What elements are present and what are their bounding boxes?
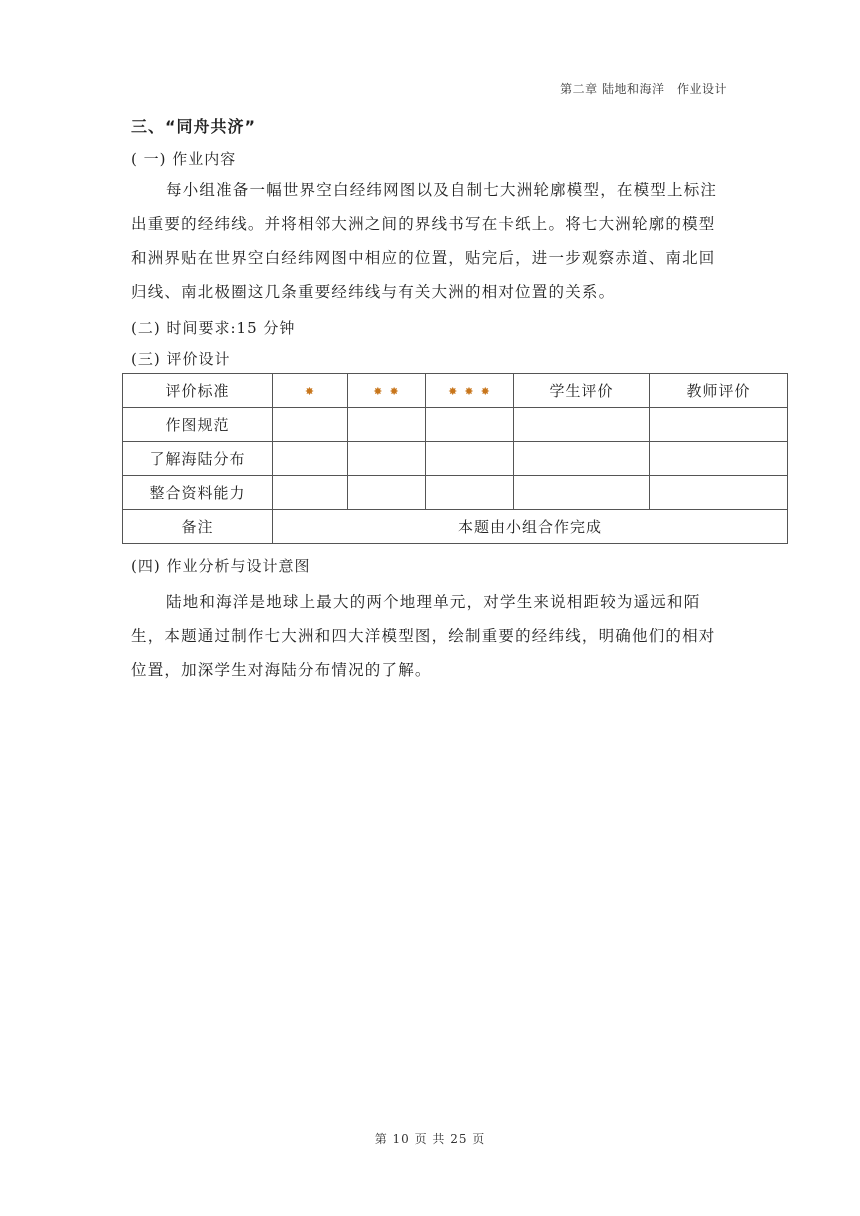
table-row xyxy=(123,408,788,442)
star-icon: ✸ xyxy=(480,385,491,398)
table-cell xyxy=(348,408,426,442)
subsection-analysis-heading: (四) 作业分析与设计意图 xyxy=(131,557,311,575)
row-criterion: 了解海陆分布 xyxy=(123,442,273,476)
table-cell xyxy=(273,476,348,510)
subsection-time-heading: (二) 时间要求:15 分钟 xyxy=(131,319,296,337)
header-criteria: 评价标准 xyxy=(123,374,273,408)
page-footer: 第 10 页 共 25 页 xyxy=(374,1132,486,1146)
page-header: 第二章 陆地和海洋 作业设计 xyxy=(560,82,727,96)
header-teacher-evaluation: 教师评价 xyxy=(650,374,788,408)
table-row xyxy=(123,476,788,510)
subsection-evaluation-heading: (三) 评价设计 xyxy=(131,350,231,368)
table-cell xyxy=(273,442,348,476)
table-cell xyxy=(426,442,514,476)
table-cell xyxy=(348,442,426,476)
note-text: 本题由小组合作完成 xyxy=(273,510,788,544)
content-paragraph: 每小组准备一幅世界空白经纬网图以及自制七大洲轮廓模型，在模型上标注出重要的经纬线。并将相邻大洲之间的界线书写在卡纸上。将七大洲轮廓的模型和洲界贴在世界空白经纬网图中相应的位置，贴完后，进一步观察赤道、南北回归线、南北极圈这几条重要经纬线与有关大洲的相对位置的关系。 xyxy=(131,181,718,301)
header-two-star xyxy=(348,374,426,408)
table-cell xyxy=(426,476,514,510)
section-title: 三、“同舟共济” xyxy=(131,117,257,136)
table-row xyxy=(123,442,788,476)
table-note-row xyxy=(123,510,788,544)
table-cell xyxy=(514,476,650,510)
star-icon: ✸ xyxy=(464,385,475,398)
table-cell xyxy=(514,442,650,476)
table-cell xyxy=(426,408,514,442)
row-criterion: 作图规范 xyxy=(123,408,273,442)
header-three-star xyxy=(426,374,514,408)
table-cell xyxy=(650,476,788,510)
table-cell xyxy=(514,408,650,442)
star-icon: ✸ xyxy=(448,385,459,398)
note-label: 备注 xyxy=(123,510,273,544)
subsection-content-heading: ( 一) 作业内容 xyxy=(131,150,237,168)
table-cell xyxy=(650,408,788,442)
star-icon: ✸ xyxy=(373,385,384,398)
analysis-paragraph: 陆地和海洋是地球上最大的两个地理单元，对学生来说相距较为遥远和陌生，本题通过制作七大洲和四大洋模型图，绘制重要的经纬线，明确他们的相对位置，加深学生对海陆分布情况的了解。 xyxy=(131,593,716,679)
evaluation-table xyxy=(122,373,788,544)
table-cell xyxy=(650,442,788,476)
header-student-evaluation: 学生评价 xyxy=(514,374,650,408)
table-cell xyxy=(273,408,348,442)
star-icon: ✸ xyxy=(304,385,316,398)
table-header-row xyxy=(123,374,788,408)
header-one-star xyxy=(273,374,348,408)
row-criterion: 整合资料能力 xyxy=(123,476,273,510)
table-cell xyxy=(348,476,426,510)
star-icon: ✸ xyxy=(389,385,400,398)
